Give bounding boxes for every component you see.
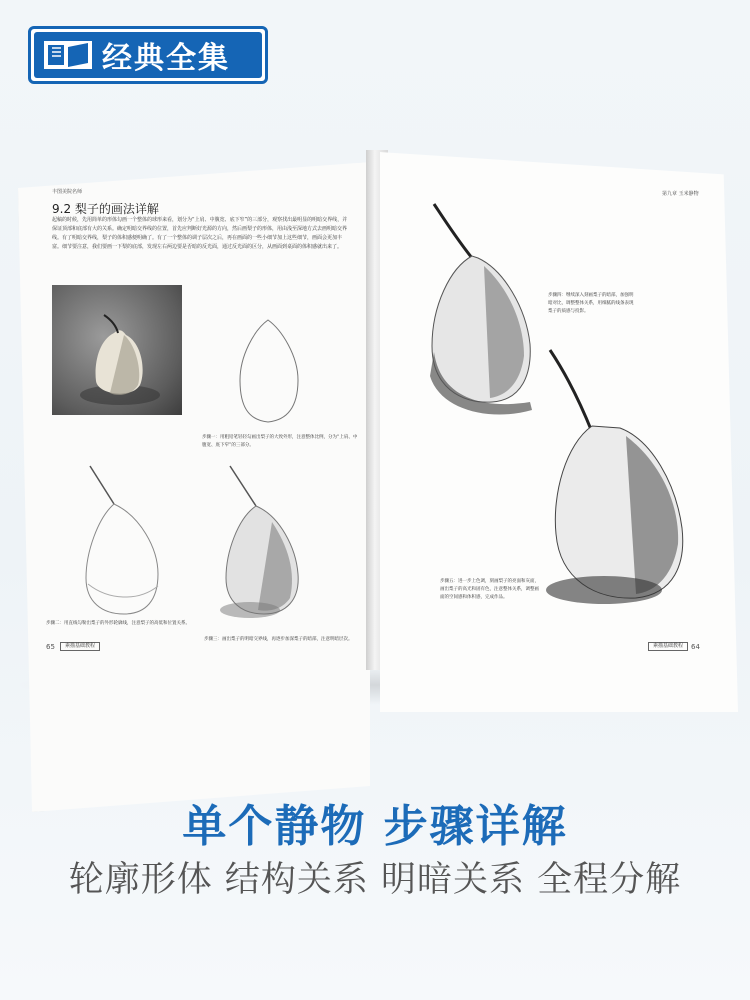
section-title: 9.2 梨子的画法详解	[52, 202, 159, 216]
section-body: 起稿的时候，先用简单的形体勾画一个整体的球形来看，划分为“上肩、中腹宽、底下窄”的三部分，观察找出最明显的明暗交界线，并保证顶部和底部有大的关系。确定明暗交界线的位置，首先应判断好光源的方向，然后画梨子的形体，用由浅至深地方式去画明暗交界线。有了明暗交界线，梨子的体积感便明确了。有了一个整体的调子层次之后，再在画面的一些小细节加上这些细节，画面会更加丰富。细节要注意，我们要画一下梨的底部，发现左右两边要是否暗的反光面，通过反光面的区分，从画面到桌面的体积感就出来了。	[52, 217, 348, 250]
pear-shading-drawing	[212, 462, 308, 622]
left-page	[18, 162, 370, 812]
caption-step2: 步骤二：用直线勾勒出梨子的外形轮廓线，注意梨子的高低和位置关系。	[46, 621, 190, 626]
pear-sketch-bottom	[540, 344, 690, 610]
caption-step5: 步骤五：进一步上色调，刻画梨子的亮面和灰面，画出梨子的高光和固有色，注意整体关系，调整画面的空间感和体积感，完成作品。	[440, 579, 539, 600]
subline: 轮廓形体 结构关系 明暗关系 全程分解	[68, 860, 682, 900]
pear-outline-drawing	[232, 316, 304, 428]
caption-step1: 步骤一：用粗铅笔轻轻勾画出梨子的大致外形，注意整体比例，分为“上肩、中腹宽、底下窄”的三部分。	[202, 435, 358, 448]
pear-photo	[52, 285, 182, 415]
pear-structure-drawing	[78, 462, 168, 620]
series-badge	[28, 26, 268, 84]
left-page-header: 丰图美院名师	[52, 189, 83, 195]
badge-inner	[34, 32, 262, 78]
left-page-number: 65	[46, 643, 55, 651]
right-page-tag: 素描基础教程	[648, 642, 688, 651]
badge-label: 经典全集	[102, 41, 230, 76]
left-page-tag: 素描基础教程	[60, 642, 100, 651]
headline: 单个静物 步骤详解	[182, 801, 568, 852]
open-book-icon	[42, 37, 94, 73]
right-page-header: 第九章 玉米静物	[662, 191, 699, 197]
caption-step3: 步骤三：画出梨子的明暗交界线，再逐步加深梨子的暗部，注意明暗层次。	[204, 637, 353, 642]
pear-sketch-top	[420, 196, 536, 418]
pear-photo-image	[52, 285, 182, 415]
right-page-number: 64	[691, 643, 700, 651]
caption-step4: 步骤四：继续深入刻画梨子的暗部，加强明暗对比，调整整体关系，用细腻的线条表现梨子的质感与投影。	[548, 293, 634, 314]
